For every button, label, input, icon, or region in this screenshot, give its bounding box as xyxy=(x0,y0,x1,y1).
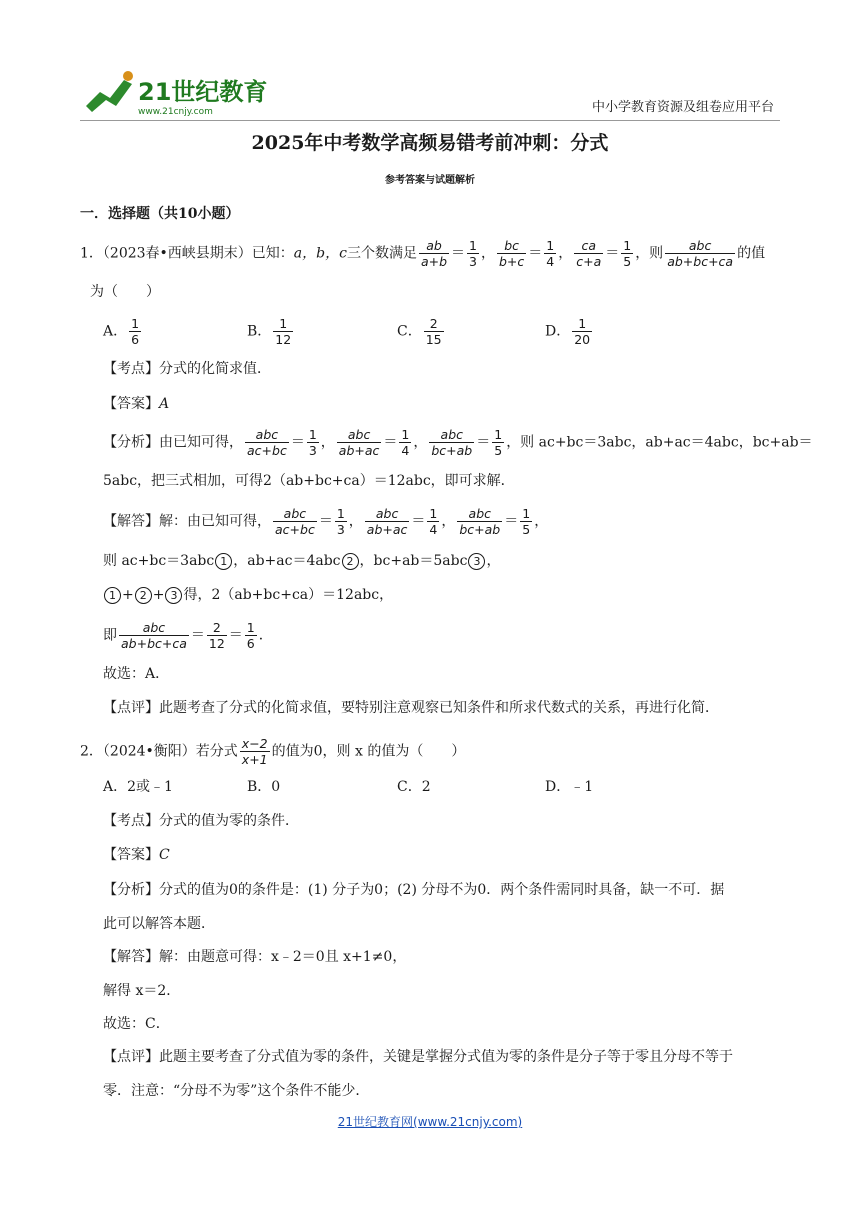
q2-kaodian: 【考点】分式的值为零的条件． xyxy=(103,813,299,829)
q1-answer: 【答案】A xyxy=(103,396,170,412)
section-heading: 一．选择题（共10小题） xyxy=(80,206,240,222)
page-subtitle: 参考答案与试题解析 xyxy=(385,175,475,186)
q2-option-c: C．2 xyxy=(397,779,431,795)
q1-stem: 1．（2023春•西峡县期末）已知：a，b，c三个数满足 $\frac{ab}{a+b}$ ＝ $\frac{1}{3}$ ， $\frac{bc}{b+c}$ ＝ $\frac{1}{4}$ ， $\frac{ca}{c+a}$ ＝ $\frac{1}{5}$ ，则 $\frac{\text{abc}}{ab+bc+ca}$ 的值 xyxy=(80,238,766,269)
q1-frac-bc: $\frac{bc}{b+c}$ xyxy=(498,238,525,269)
footer-link[interactable]: 21世纪教育网(www.21cnjy.com) xyxy=(337,1115,523,1129)
logo-url: www.21cnjy.com xyxy=(138,107,213,117)
q1-option-d: D． $\frac{1}{20}$ xyxy=(545,316,591,347)
q2-option-a: A．2或﹣1 xyxy=(103,779,173,795)
q2-jieda-line2: 解得 x＝2． xyxy=(103,983,181,999)
q2-fenxi: 【分析】分式的值为0的条件是：(1) 分子为0；(2) 分母不为0．两个条件需同时具备，缺一不可．据 xyxy=(103,882,725,898)
q2-choose: 故选：C． xyxy=(103,1016,170,1032)
q1-frac-ab: $\frac{ab}{a+b}$ xyxy=(420,238,448,269)
q1-option-a: A． $\frac{1}{6}$ xyxy=(103,316,140,347)
header-divider xyxy=(80,120,780,121)
q1-jieda-line2: 则 ac+bc＝3abc 1 ，ab+ac＝4abc 2 ，bc+ab＝5abc 3 ， xyxy=(103,553,501,569)
q1-jieda-line4: 即 $\frac{\text{abc}}{ab+bc+ca}$ ＝ $\frac{2}{12}$ ＝ $\frac{1}{6}$ ． xyxy=(103,620,273,651)
q1-option-b: B． $\frac{1}{12}$ xyxy=(247,316,292,347)
q2-jieda: 【解答】解：由题意可得：x﹣2＝0且 x+1≠0， xyxy=(103,949,407,965)
page-title: 2025年中考数学高频易错考前冲刺：分式 xyxy=(251,132,609,154)
site-logo xyxy=(80,66,268,122)
q2-dianping-line2: 零．注意：“分母不为零”这个条件不能少． xyxy=(103,1083,370,1099)
q1-fenxi-line2: 5abc，把三式相加，可得2（ab+bc+ca）＝12abc，即可求解． xyxy=(103,473,515,489)
q2-answer: 【答案】C xyxy=(103,847,170,863)
q1-option-c: C． $\frac{2}{15}$ xyxy=(397,316,442,347)
q2-option-d: D．﹣1 xyxy=(545,779,594,795)
q2-fenxi-line2: 此可以解答本题． xyxy=(103,916,215,932)
q1-jieda: 【解答】解：由已知可得， $\frac{\text{abc}}{ac+bc}$ ＝ $\frac{1}{3}$ ， $\frac{\text{abc}}{ab+ac}$ ＝ $\frac{1}{4}$ ， $\frac{\text{abc}}{bc+ab}$ ＝ $\frac{1}{5}$ ， xyxy=(103,506,549,537)
logo-text: 21世纪教育 xyxy=(138,78,268,106)
q2-option-b: B．0 xyxy=(247,779,281,795)
q1-stem-cont: 为（ ） xyxy=(90,284,160,300)
q1-target-frac: $\frac{\text{abc}}{ab+bc+ca}$ xyxy=(667,238,734,269)
q2-stem: 2．（2024•衡阳）若分式 $\frac{x-2}{x+1}$ 的值为0，则 x 的值为（ ） xyxy=(80,736,466,767)
q1-fenxi: 【分析】由已知可得， $\frac{\text{abc}}{ac+bc}$ ＝ $\frac{1}{3}$ ， $\frac{\text{abc}}{ab+ac}$ ＝ $\frac{1}{4}$ ， $\frac{\text{abc}}{bc+ab}$ ＝ $\frac{1}{5}$ ，则 ac+bc＝3abc，ab+ac＝4abc，bc+ab＝ xyxy=(103,427,813,458)
q1-jieda-line3: 1 + 2 + 3 得，2（ab+bc+ca）＝12abc， xyxy=(103,584,780,606)
q2-dianping: 【点评】此题主要考查了分式值为零的条件，关键是掌握分式值为零的条件是分子等于零且分母不等于 xyxy=(103,1049,733,1065)
q1-choose: 故选：A． xyxy=(103,666,170,682)
q1-kaodian: 【考点】分式的化简求值． xyxy=(103,361,271,377)
platform-name: 中小学教育资源及组卷应用平台 xyxy=(591,100,774,115)
q1-dianping: 【点评】此题考查了分式的化简求值，要特别注意观察已知条件和所求代数式的关系，再进行化简． xyxy=(103,700,719,716)
q1-frac-ca: $\frac{ca}{c+a}$ xyxy=(576,238,602,269)
